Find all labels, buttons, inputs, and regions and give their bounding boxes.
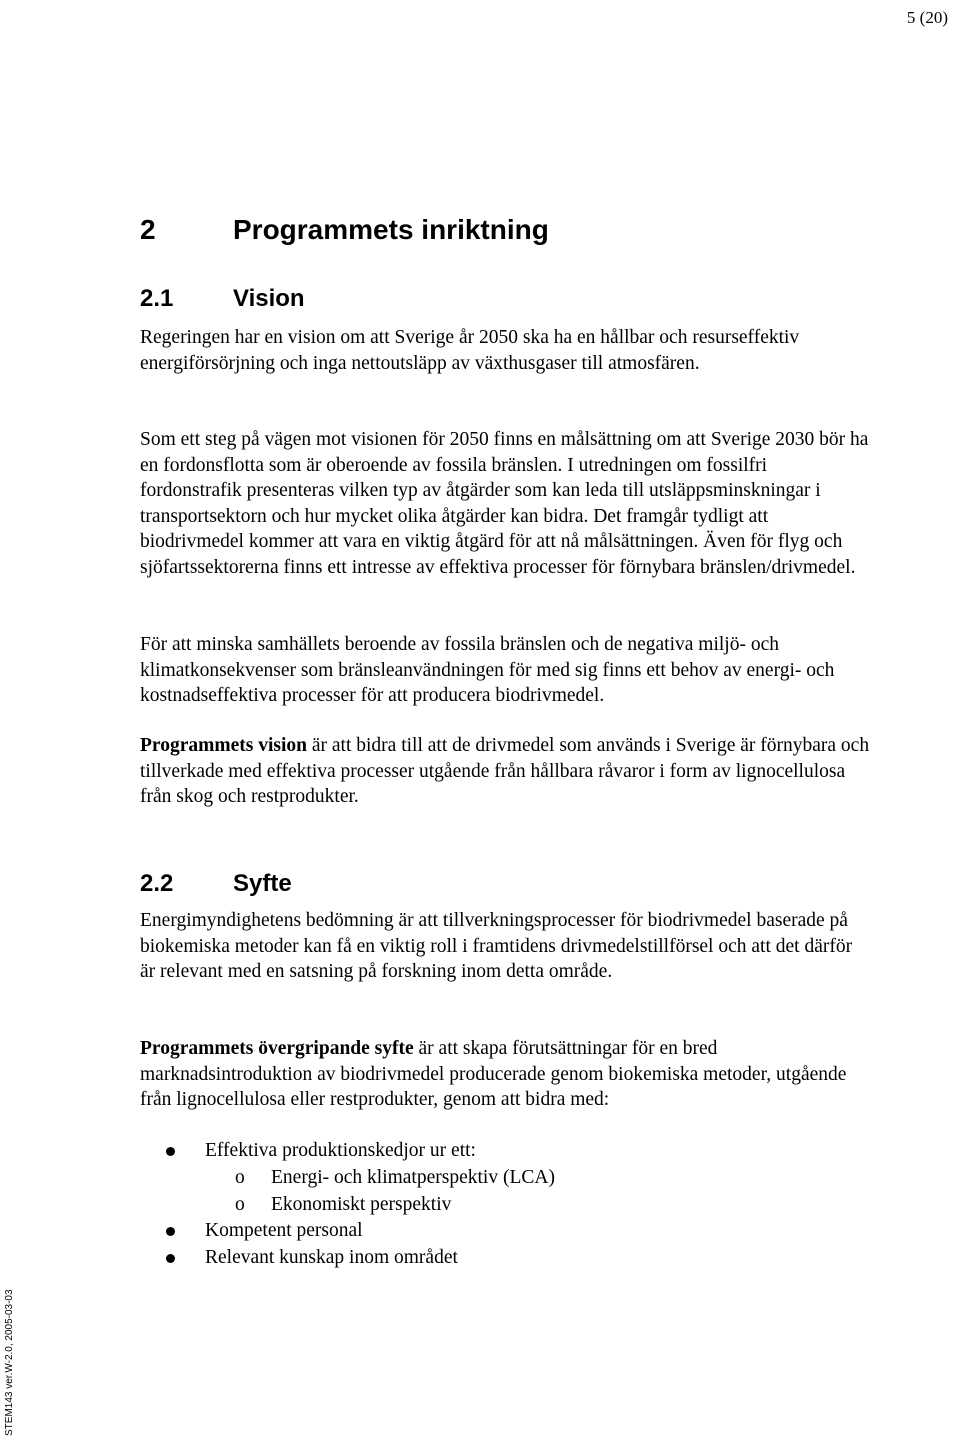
chapter-title: Programmets inriktning (233, 214, 549, 245)
vision-paragraph-2: Som ett steg på vägen mot visionen för 2050 finns en målsättning om att Sverige 2030 bör ha en fordonsflotta som är oberoende av fossila bränslen. I utredningen om fossilfri fordonstrafik presenteras vilken typ av åtgärder som kan leda till utsläppsminskningar i transportsektorn och hur mycket olika åtgärder kan bidra. Det framgår tydligt att biodrivmedel kommer att vara en viktig åtgärd för att nå målsättningen. Även för flyg och sjöfartssektorerna finns ett intresse av effektiva processer för förnybara bränslen/drivmedel. (140, 429, 869, 578)
page-number: 5 (20) (906, 8, 948, 27)
section-heading-syfte (140, 869, 292, 899)
bullet-icon (166, 1227, 175, 1236)
program-purpose-text: är att skapa förutsättningar för en bred marknadsintroduktion av biodrivmedel producerade genom biokemiska metoder, utgående från lignocellulosa eller restprodukter, genom att bidra med: (140, 1038, 847, 1111)
vision-paragraph-1: Regeringen har en vision om att Sverige år 2050 ska ha en hållbar och resurseffektiv energiförsörjning och inga nettoutsläpp av växthusgaser till atmosfären. (140, 327, 800, 374)
sub-list-item: o Energi- och klimatperspektiv (LCA) (140, 1165, 870, 1192)
sub-bullet-icon: o (235, 1193, 245, 1215)
template-version-text: STEM143 ver.W-2.0, 2005-03-03 (4, 1289, 15, 1436)
section-number-syfte: 2.2 (140, 870, 174, 897)
list-item: Effektiva produktionskedjor ur ett: (140, 1138, 870, 1165)
program-vision-bold: Programmets vision (140, 735, 307, 756)
template-version-stamp (0, 1290, 18, 1440)
program-vision-text: är att bidra till att de drivmedel som används i Sverige är förnybara och tillverkade med effektiva processer utgående från hållbara råvaror i form av lignocellulosa från skog och restprodukter. (140, 735, 870, 808)
list-item: Relevant kunskap inom området (140, 1245, 870, 1272)
list-item: Kompetent personal (140, 1218, 870, 1245)
vision-paragraph-4 (140, 733, 870, 810)
section-title-vision: Vision (233, 285, 305, 312)
bullet-icon (166, 1254, 175, 1263)
section-number-vision: 2.1 (140, 285, 174, 312)
program-purpose-bold: Programmets övergripande syfte (140, 1038, 414, 1059)
section-heading-vision (140, 284, 305, 314)
sub-list-item: o Ekonomiskt perspektiv (140, 1192, 870, 1219)
syfte-paragraph-1: Energimyndighetens bedömning är att tillverkningsprocesser för biodrivmedel baserade på biokemiska metoder kan få en viktig roll i framtidens drivmedelstillförsel och att det därför är relevant med en satsning på forskning inom detta område. (140, 910, 853, 983)
bullet-icon (166, 1147, 175, 1156)
sub-bullet-icon: o (235, 1166, 245, 1188)
vision-paragraph-3: För att minska samhällets beroende av fossila bränslen och de negativa miljö- och klimatkonsekvenser som bränsleanvändningen för med sig finns ett behov av energi- och kostnadseffektiva processer för att producera biodrivmedel. (140, 634, 835, 707)
chapter-heading (140, 212, 549, 248)
contribution-list (140, 1138, 870, 1272)
syfte-paragraph-2 (140, 1036, 870, 1113)
chapter-number: 2 (140, 214, 156, 245)
section-title-syfte: Syfte (233, 870, 292, 897)
